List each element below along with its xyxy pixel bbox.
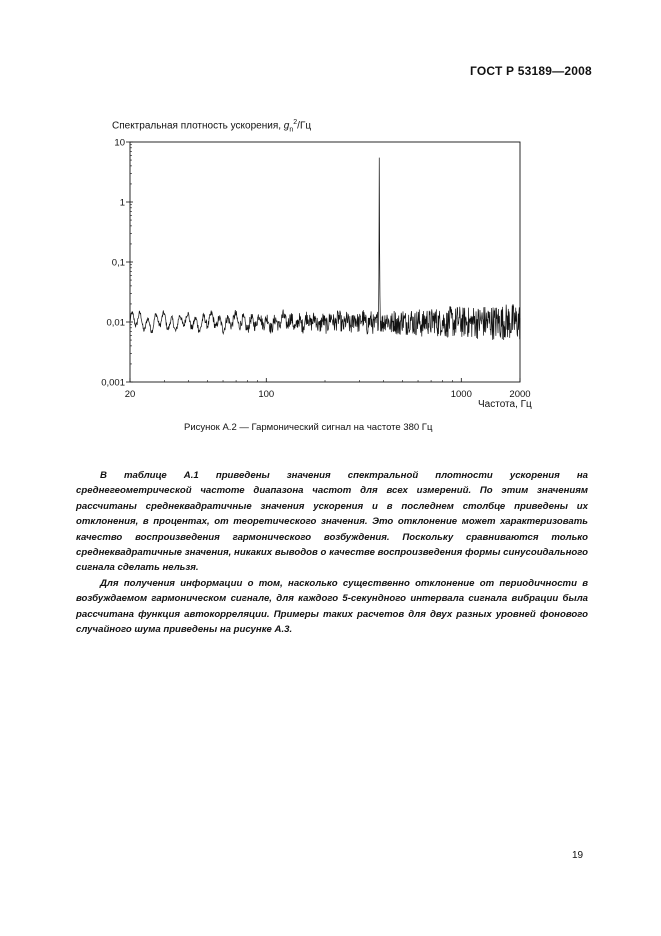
y-tick-label: 1 (119, 197, 125, 209)
plot-frame (130, 142, 520, 382)
standard-number: ГОСТ Р 53189—2008 (470, 64, 592, 78)
y-label-symbol: g (283, 120, 290, 132)
y-label-unit: /Гц (297, 120, 312, 132)
y-tick-label: 10 (114, 137, 125, 149)
y-label-subscript: n (289, 126, 294, 134)
y-label-superscript: 2 (293, 119, 298, 126)
x-tick-label: 100 (258, 389, 275, 400)
page-number: 19 (572, 850, 584, 861)
paragraph-2: Для получения информации о том, насколько существенно отклонение от периодичности в возбуждаемом гармоническом сигнале, для каждого 5-секундного интервала сигнала вибрации была рассчитана функция автокорреляции. Примеры таких расчетов для двух разных уровней фонового случайного шума приведены на рисунке А.3. (76, 577, 588, 636)
y-label-text: Спектральная плотность ускорения, (112, 120, 284, 132)
y-ticks (101, 138, 133, 389)
x-tick-label: 2000 (509, 389, 531, 400)
y-tick-label: 0,001 (101, 377, 125, 389)
y-tick-label: 0,1 (111, 257, 125, 269)
paragraph-1: В таблице А.1 приведены значения спектральной плотности ускорения на среднегеометрической частоте диапазона частот для всех измерений. По этим значениям рассчитаны среднеквадратичные значения ускорения и в последнем столбце приведены их отклонения, в процентах, от теоретического значения. Это отклонение может характеризовать качество воспроизведения гармонического возбуждения. Поскольку сравниваются только среднеквадратичные значения, никаких выводов о качестве воспроизведения формы синусоидального сигнала сделать нельзя. (76, 470, 588, 574)
body-text (76, 468, 588, 637)
psd-chart (88, 132, 531, 402)
figure-caption: Рисунок А.2 — Гармонический сигнал на частоте 380 Гц (184, 422, 433, 433)
x-tick-label: 20 (124, 389, 136, 400)
chart-x-axis-label: Частота, Гц (478, 399, 532, 410)
psd-series-line (130, 158, 520, 340)
y-tick-label: 0,01 (106, 317, 125, 329)
x-tick-label: 1000 (450, 389, 472, 400)
x-ticks (125, 378, 531, 400)
